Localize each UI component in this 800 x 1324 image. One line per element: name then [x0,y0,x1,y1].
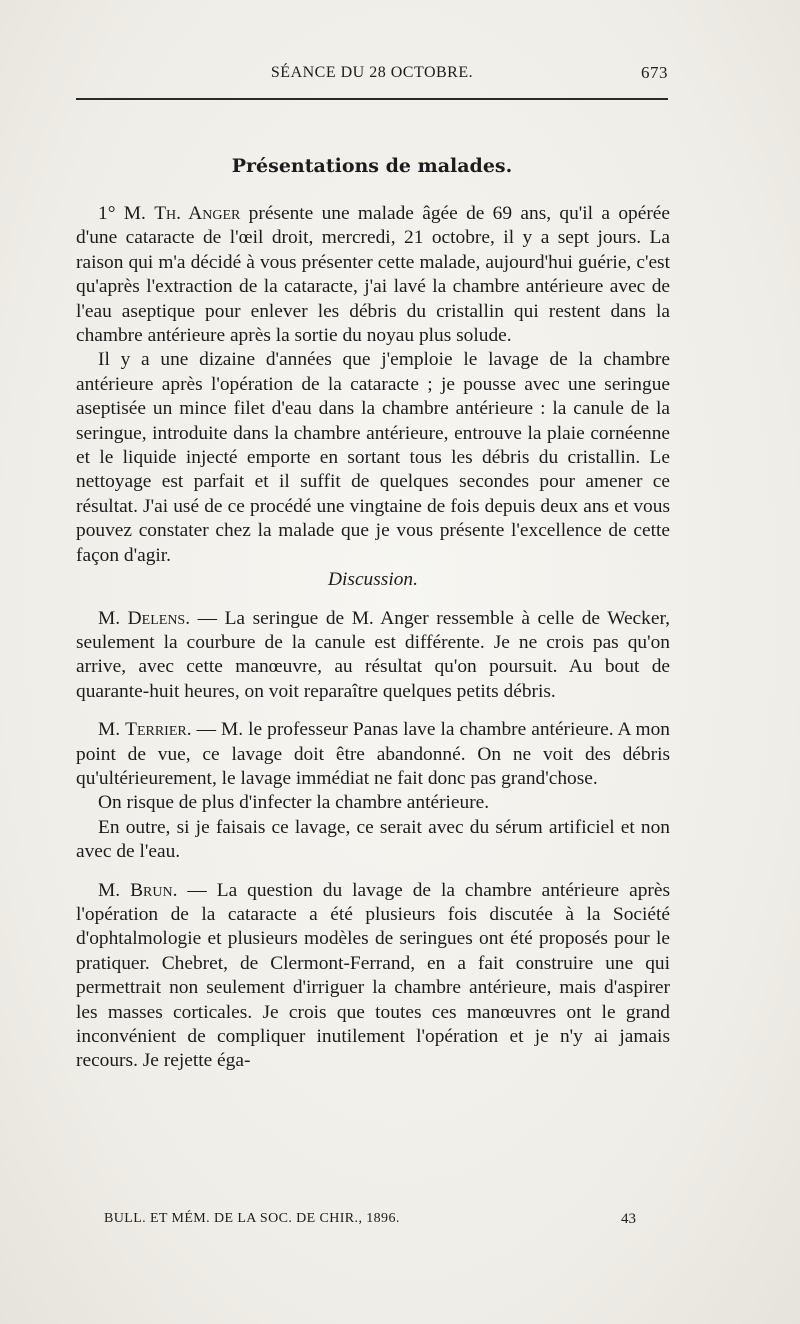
paragraph-text: . — M. le professeur Panas lave la chambre antérieure. A mon point de vue, ce lavage doit être abandonné. On ne voit des débris qu'ultérieurement, le lavage immédiat ne fait donc pas grand'chose. [76,719,670,789]
speaker-name: Brun [130,879,173,901]
speaker-prefix: M. [98,719,126,741]
paragraph-text: . — La seringue de M. Anger ressemble à celle de Wecker, seulement la courbure de la canule est différente. Je ne crois pas qu'on arrive, avec cette manœuvre, au résultat qu'on poursuit. Au bout de quarante-huit heures, on voit reparaître quelques petits débris. [76,607,670,702]
speaker-name: Delens [127,607,186,629]
page-number: 673 [641,63,668,82]
speaker-prefix: 1° M. [98,203,155,224]
page-footer [104,1211,636,1233]
paragraph-text: présente une malade âgée de 69 ans, qu'il a opérée d'une cataracte de l'œil droit, mercredi, 21 octobre, il y a sept jours. La raison qui m'a décidé à vous présenter cette malade, aujourd'hui guérie, c'est qu'après l'extraction de la cataracte, j'ai lavé la chambre antérieure avec de l'eau aseptique pour enlever les débris du cristallin qui restent dans la chambre antérieure après la sortie du noyau plus solude. [76,203,670,347]
speaker-name: Th. Anger [154,203,241,224]
paragraph-serum: En outre, si je faisais ce lavage, ce serait avec du sérum artificiel et non avec de l'eau. [76,816,670,863]
paragraph-brun [76,879,670,1074]
header-rule [76,98,668,100]
paragraph-delens [76,607,670,705]
paragraph-lavage: Il y a une dizaine d'années que j'emploie le lavage de la chambre antérieure après l'opération de la cataracte ; je pousse avec une seringue aseptisée un mince filet d'eau dans la chambre antérieure : la canule de la seringue, introduite dans la chambre antérieure, entrouve la plaie cornéenne et le liquide injecté emporte en sortant tous les débris du cristallin. Le nettoyage est parfait et il suffit de quelques secondes pour amener ce résultat. J'ai usé de ce procédé une vingtaine de fois depuis deux ans et vous pouvez constater chez la malade que je vous présente l'excellence de cette façon d'agir. [76,349,670,566]
speaker-name: Terrier [125,719,187,741]
signature-mark: 43 [621,1211,636,1227]
running-title: SÉANCE DU 28 OCTOBRE. [270,64,474,81]
speaker-prefix: M. [98,607,128,629]
bulletin-reference: BULL. ET MÉM. DE LA SOC. DE CHIR., 1896. [104,1211,400,1226]
section-heading: Présentations de malades. [231,155,513,177]
body-text [76,202,670,1074]
paragraph-anger [76,202,670,348]
running-header [76,62,668,88]
paragraph-text: . — La question du lavage de la chambre antérieure après l'opération de la cataracte a été plusieurs fois discutée à la Société d'ophtalmologie et plusieurs modèles de seringues ont été proposés pour le pratiquer. Chebret, de Clermont-Ferrand, en a fait construire une qui permettrait non seulement d'irriguer la chambre antérieure, mais d'aspirer les masses corticales. Je crois que toutes ces manœuvres ont le grand inconvénient de compliquer inutilement l'opération et je n'y ai jamais recours. Je rejette éga- [76,879,671,1072]
paragraph-terrier [76,718,670,791]
discussion-heading: Discussion. [328,569,418,591]
paragraph-infecter: On risque de plus d'infecter la chambre antérieure. [98,792,490,814]
speaker-prefix: M. [98,879,131,901]
